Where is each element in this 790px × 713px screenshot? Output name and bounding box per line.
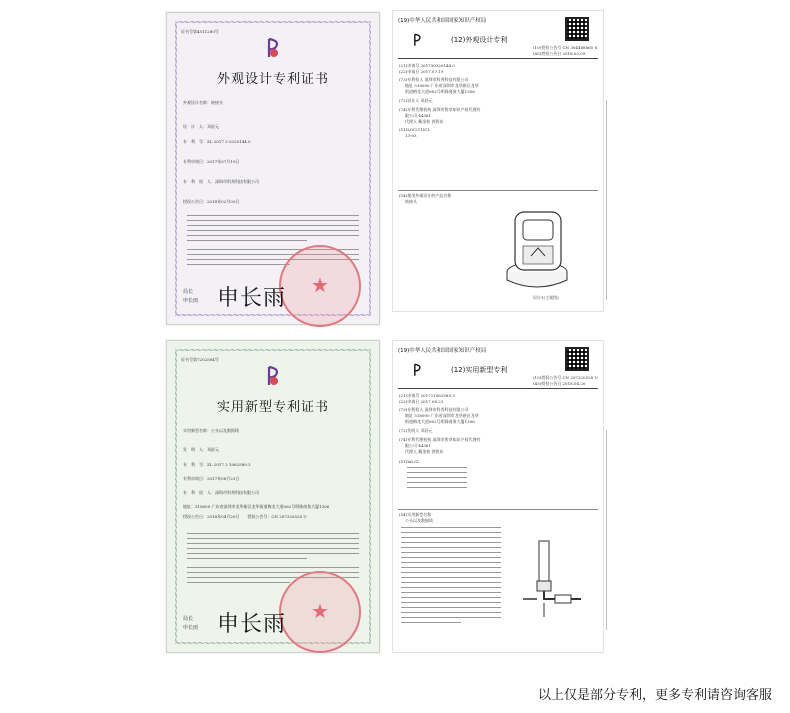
grant-number: (10)授权公告号 CN 304488865 S — [533, 45, 598, 50]
pub-field: (73)专利权人 深圳市科秀科技有限公司 — [399, 77, 469, 82]
patent-office-logo — [411, 363, 425, 377]
pub-field: 代理人 戴金枝 郭智东 — [405, 449, 444, 454]
pub-field: 限公司 44361 — [405, 443, 431, 448]
director-label: 局长 — [183, 289, 194, 295]
utility-name-label: (54)实用新型名称 — [399, 512, 432, 517]
cert-field: 授权公告日：2018年04月20日 授权公告号：CN 207320528 U — [183, 514, 307, 519]
page-edge — [606, 430, 607, 630]
pub-field: 13-03 — [405, 133, 417, 138]
patent-office-logo — [263, 365, 285, 387]
cert-field: 专利申请日：2017年08月23日 — [183, 476, 240, 481]
cert-field: 实用新型名称：公头以及数据线 — [183, 428, 239, 433]
product-name: 转接头 — [405, 199, 417, 204]
page-edge — [606, 100, 607, 300]
header-rule — [398, 388, 598, 389]
product-name-label: (54)使用外观设计的产品名称 — [399, 193, 452, 198]
publication-type: (12)实用新型专利 — [451, 366, 508, 374]
cert-field: 专 利 权 人：深圳市科秀科技有限公司 — [183, 490, 259, 495]
pub-field: (74)专利代理机构 深圳市智享知识产权代理有 — [399, 437, 481, 442]
pub-field: (51)Int.Cl. — [399, 459, 420, 464]
cert-field: 发 明 人：邓舒元 — [183, 447, 219, 452]
cert-field: 地址：518000 广东省深圳市龙华新区龙华街道梅龙大道062号明珠商务大厦1306 — [183, 504, 330, 509]
director-signature: 申长雨 — [217, 612, 287, 637]
header-rule — [398, 58, 598, 59]
cert-number: 证书号第7202584号 — [181, 357, 219, 362]
section-rule — [398, 509, 598, 510]
pub-field: (51)LOC(11)Cl. — [399, 127, 431, 132]
pub-field: 地址 518000 广东省深圳市龙华新区龙华 — [405, 413, 479, 418]
cert-field: 专 利 号：ZL 2017 2 1062589.3 — [183, 462, 251, 467]
pub-field: (72)设计人 邓舒元 — [399, 98, 433, 103]
official-seal — [279, 571, 361, 653]
cert-field: 专 利 号：ZL 2017 3 0320144.0 — [183, 139, 251, 144]
director-signature: 申长雨 — [217, 286, 287, 311]
cert-field: 专利申请日：2017年07月19日 — [183, 159, 240, 164]
footer-note: 以上仅是部分专利，更多专利请咨询客服 — [537, 688, 772, 703]
cert-body-text — [187, 533, 359, 563]
certificate-title: 外观设计专利证书 — [216, 72, 329, 87]
grant-date: (45)授权公告日 2018.04.20 — [533, 381, 586, 386]
figure-caption: 设计1(主视图) — [533, 295, 559, 300]
grant-number: (10)授权公告号 CN 207320528 U — [533, 375, 598, 380]
pub-field: (73)专利权人 深圳市科秀科技有限公司 — [399, 407, 469, 412]
pub-field: 限公司 44361 — [405, 113, 431, 118]
design-patent-certificate — [166, 12, 380, 325]
pub-field: (22)申请日 2017.08.23 — [399, 399, 444, 404]
pub-field: (22)申请日 2017.07.19 — [399, 69, 444, 74]
patent-office-logo — [411, 33, 425, 47]
director-name-label: 申长雨 — [183, 625, 199, 631]
utility-name: 公头以及数据线 — [405, 518, 433, 523]
publication-type: (12)外观设计专利 — [451, 36, 508, 44]
connector-drawing — [511, 537, 597, 623]
director-name-label: 申长雨 — [183, 298, 199, 304]
cert-body-text — [187, 215, 359, 245]
abstract-text — [401, 527, 501, 627]
official-seal — [279, 245, 361, 327]
utility-model-certificate — [166, 340, 380, 653]
certificate-title: 实用新型专利证书 — [216, 400, 329, 415]
qr-code — [565, 347, 589, 371]
issuing-office: (19)中华人民共和国国家知识产权局 — [398, 348, 487, 354]
adapter-drawing — [493, 206, 583, 291]
pub-field: 街道梅龙大道062号明珠商务大厦1306 — [405, 419, 475, 424]
patent-office-logo — [263, 37, 285, 59]
cert-number: 证书号第4511280号 — [181, 29, 219, 34]
pub-field: (21)申请号 201721062589.3 — [399, 393, 455, 398]
pub-field: 代理人 戴金枝 郭智东 — [405, 119, 444, 124]
director-label: 局长 — [183, 616, 194, 622]
qr-code — [565, 17, 589, 41]
pub-field: (72)发明人 邓舒元 — [399, 428, 433, 433]
cert-field: 设 计 人：邓舒元 — [183, 124, 219, 129]
utility-model-publication — [392, 340, 604, 653]
section-rule — [398, 190, 598, 191]
design-patent-publication — [392, 10, 604, 312]
pub-field: (21)申请号 201730320144.0 — [399, 63, 455, 68]
cert-field: 外观设计名称：转接头 — [183, 100, 223, 105]
grant-date: (45)授权公告日 2018.02.09 — [533, 51, 586, 56]
issuing-office: (19)中华人民共和国国家知识产权局 — [398, 18, 487, 24]
cert-field: 专 利 权 人：深圳市科秀科技有限公司 — [183, 179, 259, 184]
pub-field: 街道梅龙大道062号明珠商务大厦1306 — [405, 89, 475, 94]
pub-field: (74)专利代理机构 深圳市智享知识产权代理有 — [399, 107, 481, 112]
classification-lines — [407, 467, 467, 492]
cert-field: 授权公告日：2018年02月09日 — [183, 199, 240, 204]
pub-field: 地址 518000 广东省深圳市龙华新区龙华 — [405, 83, 479, 88]
